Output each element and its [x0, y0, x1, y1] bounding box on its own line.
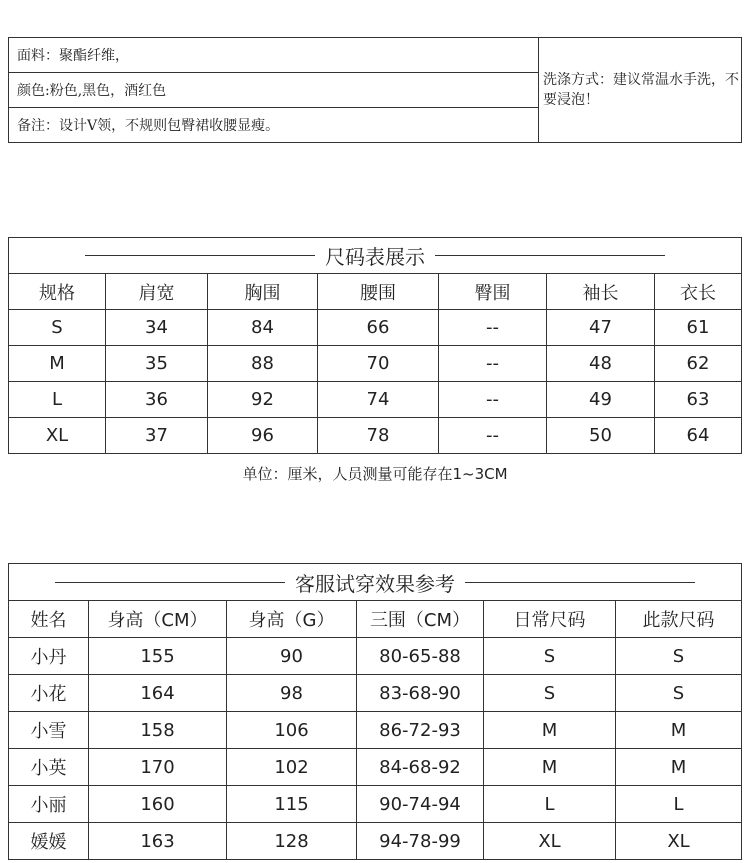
table-cell: 47 [547, 310, 655, 346]
table-cell: S [616, 675, 742, 712]
table-row [9, 749, 742, 786]
table-cell: 90-74-94 [357, 786, 484, 823]
table-cell: 63 [655, 382, 742, 418]
colors-text: 颜色:粉色,黑色，酒红色 [9, 73, 539, 108]
table-row [9, 382, 742, 418]
note-text: 备注：设计V领，不规则包臀裙收腰显瘦。 [9, 108, 539, 143]
table-row [9, 418, 742, 454]
table-cell: 86-72-93 [357, 712, 484, 749]
column-header: 衣长 [655, 274, 742, 310]
size-table-title: 尺码表展示 [325, 245, 425, 269]
table-cell: L [9, 382, 106, 418]
column-header: 姓名 [9, 601, 89, 638]
table-cell: 小丹 [9, 638, 89, 675]
table-cell: M [9, 346, 106, 382]
divider [435, 255, 665, 256]
table-cell: 94-78-99 [357, 823, 484, 860]
table-row [9, 712, 742, 749]
table-cell: 83-68-90 [357, 675, 484, 712]
table-cell: M [484, 712, 616, 749]
table-cell: 小丽 [9, 786, 89, 823]
table-cell: 50 [547, 418, 655, 454]
table-cell: 96 [208, 418, 318, 454]
table-cell: 115 [227, 786, 357, 823]
table-cell: 35 [106, 346, 208, 382]
table-cell: 90 [227, 638, 357, 675]
table-cell: 小英 [9, 749, 89, 786]
table-cell: S [484, 638, 616, 675]
table-cell: 84-68-92 [357, 749, 484, 786]
fabric-text: 面料：聚酯纤维， [9, 38, 539, 73]
table-row [9, 638, 742, 675]
column-header: 身高（G） [227, 601, 357, 638]
table-cell: -- [439, 346, 547, 382]
table-cell: 160 [89, 786, 227, 823]
column-header: 臀围 [439, 274, 547, 310]
table-cell: 61 [655, 310, 742, 346]
size-table [8, 237, 742, 454]
table-cell: -- [439, 418, 547, 454]
table-cell: XL [9, 418, 106, 454]
table-cell: L [616, 786, 742, 823]
column-header: 日常尺码 [484, 601, 616, 638]
table-cell: 92 [208, 382, 318, 418]
divider [55, 582, 285, 583]
column-header: 肩宽 [106, 274, 208, 310]
table-cell: 98 [227, 675, 357, 712]
table-cell: 36 [106, 382, 208, 418]
table-cell: S [9, 310, 106, 346]
table-row [9, 346, 742, 382]
table-cell: S [484, 675, 616, 712]
table-cell: XL [484, 823, 616, 860]
fit-table-title: 客服试穿效果参考 [295, 571, 455, 596]
table-cell: 37 [106, 418, 208, 454]
table-cell: 84 [208, 310, 318, 346]
column-header: 规格 [9, 274, 106, 310]
table-cell: 66 [318, 310, 439, 346]
table-cell: XL [616, 823, 742, 860]
table-cell: 74 [318, 382, 439, 418]
table-cell: 小雪 [9, 712, 89, 749]
column-header: 三围（CM） [357, 601, 484, 638]
table-cell: 49 [547, 382, 655, 418]
table-row [9, 310, 742, 346]
table-cell: 106 [227, 712, 357, 749]
divider [465, 582, 695, 583]
table-cell: 64 [655, 418, 742, 454]
table-cell: 155 [89, 638, 227, 675]
table-cell: M [484, 749, 616, 786]
column-header: 腰围 [318, 274, 439, 310]
table-cell: 102 [227, 749, 357, 786]
table-cell: 小花 [9, 675, 89, 712]
table-cell: 媛媛 [9, 823, 89, 860]
divider [85, 255, 315, 256]
table-cell: S [616, 638, 742, 675]
table-cell: 62 [655, 346, 742, 382]
unit-note: 单位：厘米，人员测量可能存在1~3CM [242, 465, 508, 483]
table-cell: 170 [89, 749, 227, 786]
table-cell: 48 [547, 346, 655, 382]
fit-reference-table [8, 563, 742, 860]
table-row [9, 786, 742, 823]
product-info-table [8, 37, 742, 143]
table-cell: -- [439, 382, 547, 418]
table-cell: 70 [318, 346, 439, 382]
column-header: 胸围 [208, 274, 318, 310]
table-cell: M [616, 712, 742, 749]
column-header: 身高（CM） [89, 601, 227, 638]
table-cell: 158 [89, 712, 227, 749]
table-cell: M [616, 749, 742, 786]
table-cell: 128 [227, 823, 357, 860]
table-row [9, 675, 742, 712]
table-cell: -- [439, 310, 547, 346]
column-header: 此款尺码 [616, 601, 742, 638]
table-row [9, 823, 742, 860]
table-cell: L [484, 786, 616, 823]
table-cell: 78 [318, 418, 439, 454]
table-cell: 88 [208, 346, 318, 382]
table-cell: 164 [89, 675, 227, 712]
table-cell: 34 [106, 310, 208, 346]
washing-text: 洗涤方式：建议常温水手洗，不要浸泡！ [539, 38, 742, 143]
table-cell: 163 [89, 823, 227, 860]
column-header: 袖长 [547, 274, 655, 310]
table-cell: 80-65-88 [357, 638, 484, 675]
